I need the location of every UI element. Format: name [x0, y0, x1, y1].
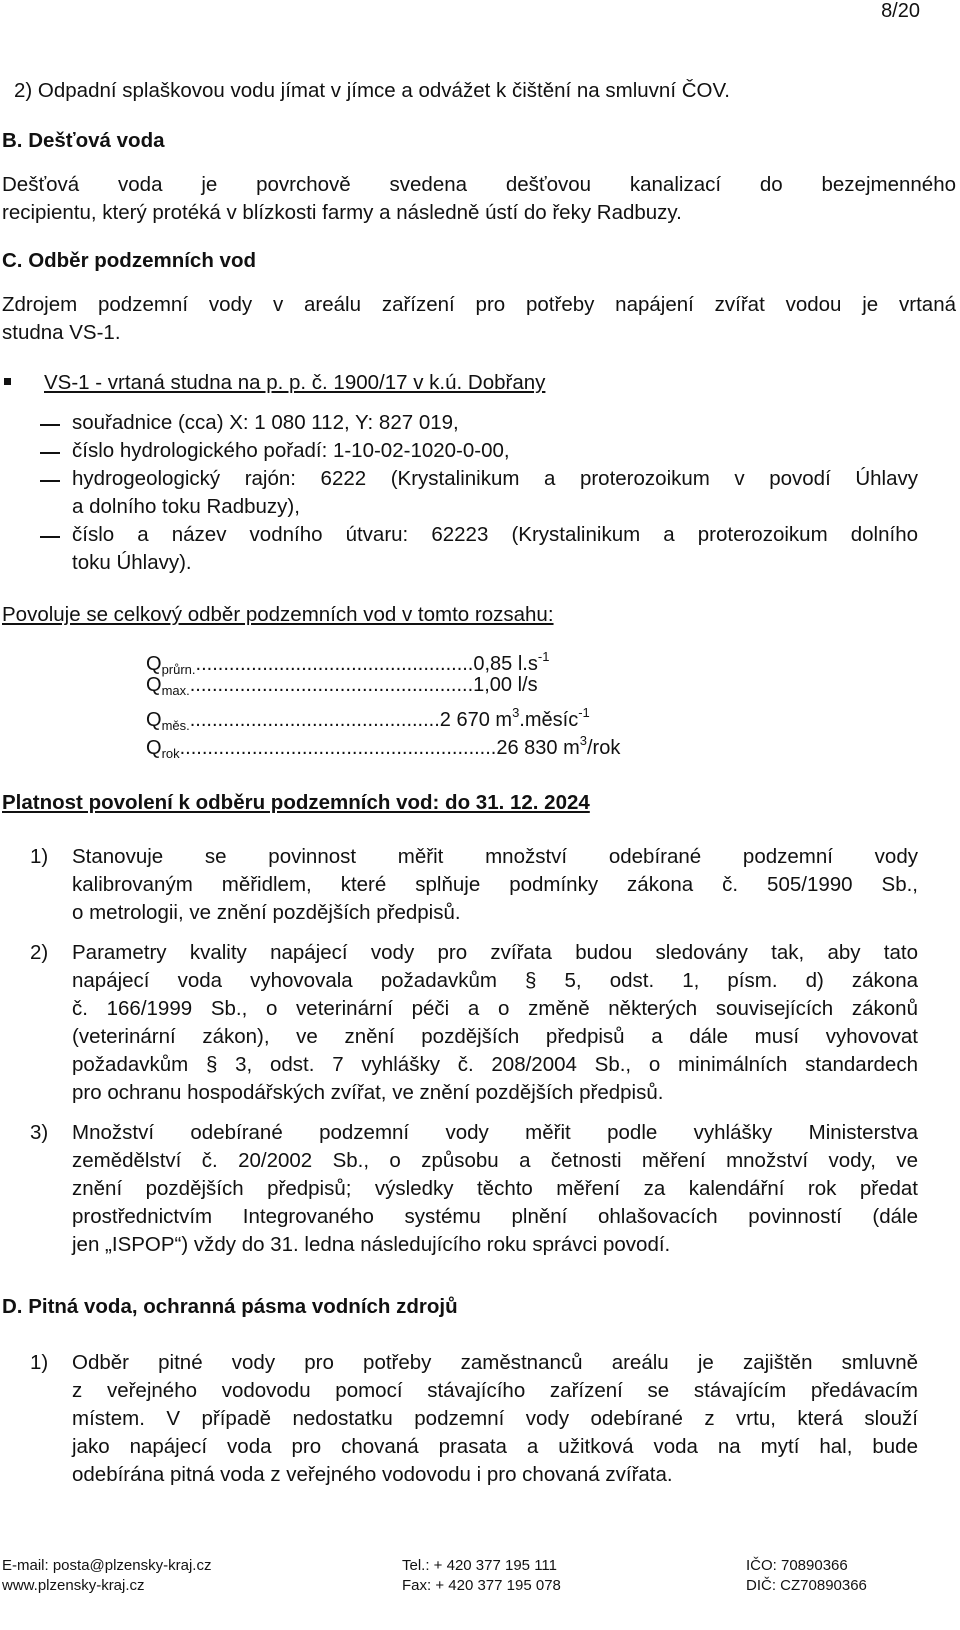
dash-bullet-icon — [40, 480, 60, 482]
list-item-line: pro ochranu hospodářských zvířat, ve znění pozdějších předpisů. — [72, 1081, 664, 1104]
list-item-line: místem. V případě nedostatku podzemní vody odebírané z vrtu, která slouží — [72, 1407, 918, 1430]
list-item-line: požadavkům § 3, odst. 7 vyhlášky č. 208/2004 Sb., o minimálních standardech — [72, 1053, 918, 1076]
q-value: 2 670 m — [439, 709, 513, 731]
section-b-heading: B. Dešťová voda — [2, 129, 165, 152]
q-superscript: -1 — [537, 649, 550, 664]
q-dots: ................................................... — [189, 674, 474, 696]
q-unit-tail: /rok — [586, 737, 621, 759]
section-d-heading: D. Pitná voda, ochranná pásma vodních zdrojů — [2, 1295, 458, 1318]
list-item-line: o metrologii, ve znění pozdějších předpisů. — [72, 901, 461, 924]
q-symbol: Q — [146, 737, 162, 759]
list-item-line: napájecí voda vyhovovala požadavkům § 5, odst. 1, písm. d) zákona — [72, 969, 918, 992]
q-dots: .................................................. — [195, 653, 474, 675]
list-item-line: zemědělství č. 20/2002 Sb., o způsobu a četnosti měření množství vody, ve — [72, 1149, 918, 1172]
list-number: 3) — [30, 1121, 49, 1144]
footer-email: E-mail: posta@plzensky-kraj.cz — [2, 1557, 212, 1574]
q-symbol: Q — [146, 674, 162, 696]
list-item-line: (veterinární zákon), ve znění pozdějších předpisů a dále musí vyhovovat — [72, 1025, 918, 1048]
section-c-heading: C. Odběr podzemních vod — [2, 249, 256, 272]
footer-fax: Fax: + 420 377 195 078 — [402, 1577, 561, 1594]
footer-ico: IČO: 70890366 — [746, 1557, 848, 1574]
q-subscript: průrn. — [161, 662, 196, 677]
dash-bullet-icon — [40, 536, 60, 538]
well-detail-line: souřadnice (cca) X: 1 080 112, Y: 827 019, — [72, 411, 459, 434]
q-superscript: -1 — [578, 705, 590, 720]
list-item-line: jako napájecí voda pro chovaná prasata a užitková voda na mytí hal, bude — [72, 1435, 918, 1458]
well-detail-line: hydrogeologický rajón: 6222 (Krystalinikum a proterozoikum v povodí Úhlavy — [72, 467, 918, 490]
list-item-line: jen „ISPOP“) vždy do 31. ledna následujícího roku správci povodí. — [72, 1233, 671, 1256]
list-item-line: Stanovuje se povinnost měřit množství odebírané podzemní vody — [72, 845, 918, 868]
well-detail-line: číslo hydrologického pořadí: 1-10-02-1020-0-00, — [72, 439, 510, 462]
permit-intro: Povoluje se celkový odběr podzemních vod v tomto rozsahu: — [2, 603, 554, 626]
dash-bullet-icon — [40, 452, 60, 454]
well-detail-line: a dolního toku Radbuzy), — [72, 495, 300, 518]
list-item-line: znění pozdějších předpisů; výsledky těchto měření za kalendářní rok předat — [72, 1177, 918, 1200]
q-subscript: měs. — [161, 718, 190, 733]
section-b-para-line: recipientu, který protéká v blízkosti farmy a následně ústí do řeky Radbuzy. — [2, 201, 682, 224]
section-a-item-2: 2) Odpadní splaškovou vodu jímat v jímce a odvážet k čištění na smluvní ČOV. — [14, 79, 730, 102]
q-value: 1,00 l/s — [473, 674, 538, 696]
list-item-line: Parametry kvality napájecí vody pro zvířata budou sledovány tak, aby tato — [72, 941, 918, 964]
list-item-line: odebírána pitná voda z veřejného vodovodu i pro chovaná zvířata. — [72, 1463, 673, 1486]
q-dots: ......................................................... — [179, 737, 497, 759]
q-year-row — [146, 728, 620, 767]
q-dots: ............................................. — [189, 709, 440, 731]
well-bullet: VS-1 - vrtaná studna na p. p. č. 1900/17 v k.ú. Dobřany — [44, 371, 546, 394]
page-number: 8/20 — [881, 0, 920, 22]
list-item-line: Množství odebírané podzemní vody měřit podle vyhlášky Ministerstva — [72, 1121, 918, 1144]
section-c-para-line: studna VS-1. — [2, 321, 121, 344]
well-detail-line: číslo a název vodního útvaru: 62223 (Krystalinikum a proterozoikum dolního — [72, 523, 918, 546]
q-symbol: Q — [146, 653, 162, 675]
section-b-para-line: Dešťová voda je povrchově svedena dešťovou kanalizací do bezejmenného — [2, 173, 956, 196]
list-item-line: Odběr pitné vody pro potřeby zaměstnanců areálu je zajištěn smluvně — [72, 1351, 918, 1374]
dash-bullet-icon — [40, 424, 60, 426]
footer-dic: DIČ: CZ70890366 — [746, 1577, 867, 1594]
list-number: 1) — [30, 845, 49, 868]
permit-validity: Platnost povolení k odběru podzemních vod: do 31. 12. 2024 — [2, 791, 590, 814]
q-symbol: Q — [146, 709, 162, 731]
q-superscript: 3 — [579, 733, 587, 748]
well-detail-line: toku Úhlavy). — [72, 551, 192, 574]
list-item-line: z veřejného vodovodu pomocí stávajícího zařízení se stávajícím předávacím — [72, 1379, 918, 1402]
q-unit-tail: .měsíc — [519, 709, 579, 731]
q-value: 0,85 l.s — [473, 653, 538, 675]
list-item-line: kalibrovaným měřidlem, které splňuje podmínky zákona č. 505/1990 Sb., — [72, 873, 918, 896]
list-item-line: č. 166/1999 Sb., o veterinární péči a o změně některých souvisejících zákonů — [72, 997, 918, 1020]
list-item-line: prostřednictvím Integrovaného systému plnění ohlašovacích povinností (dále — [72, 1205, 918, 1228]
footer-tel: Tel.: + 420 377 195 111 — [402, 1557, 557, 1574]
q-superscript: 3 — [512, 705, 520, 720]
footer-web: www.plzensky-kraj.cz — [2, 1577, 145, 1594]
section-c-para-line: Zdrojem podzemní vody v areálu zařízení pro potřeby napájení zvířat vodou je vrtaná — [2, 293, 956, 316]
list-number: 2) — [30, 941, 49, 964]
q-subscript: rok — [161, 746, 180, 761]
q-subscript: max. — [161, 683, 190, 698]
list-number: 1) — [30, 1351, 49, 1374]
q-value: 26 830 m — [496, 737, 580, 759]
square-bullet-icon — [4, 378, 11, 385]
